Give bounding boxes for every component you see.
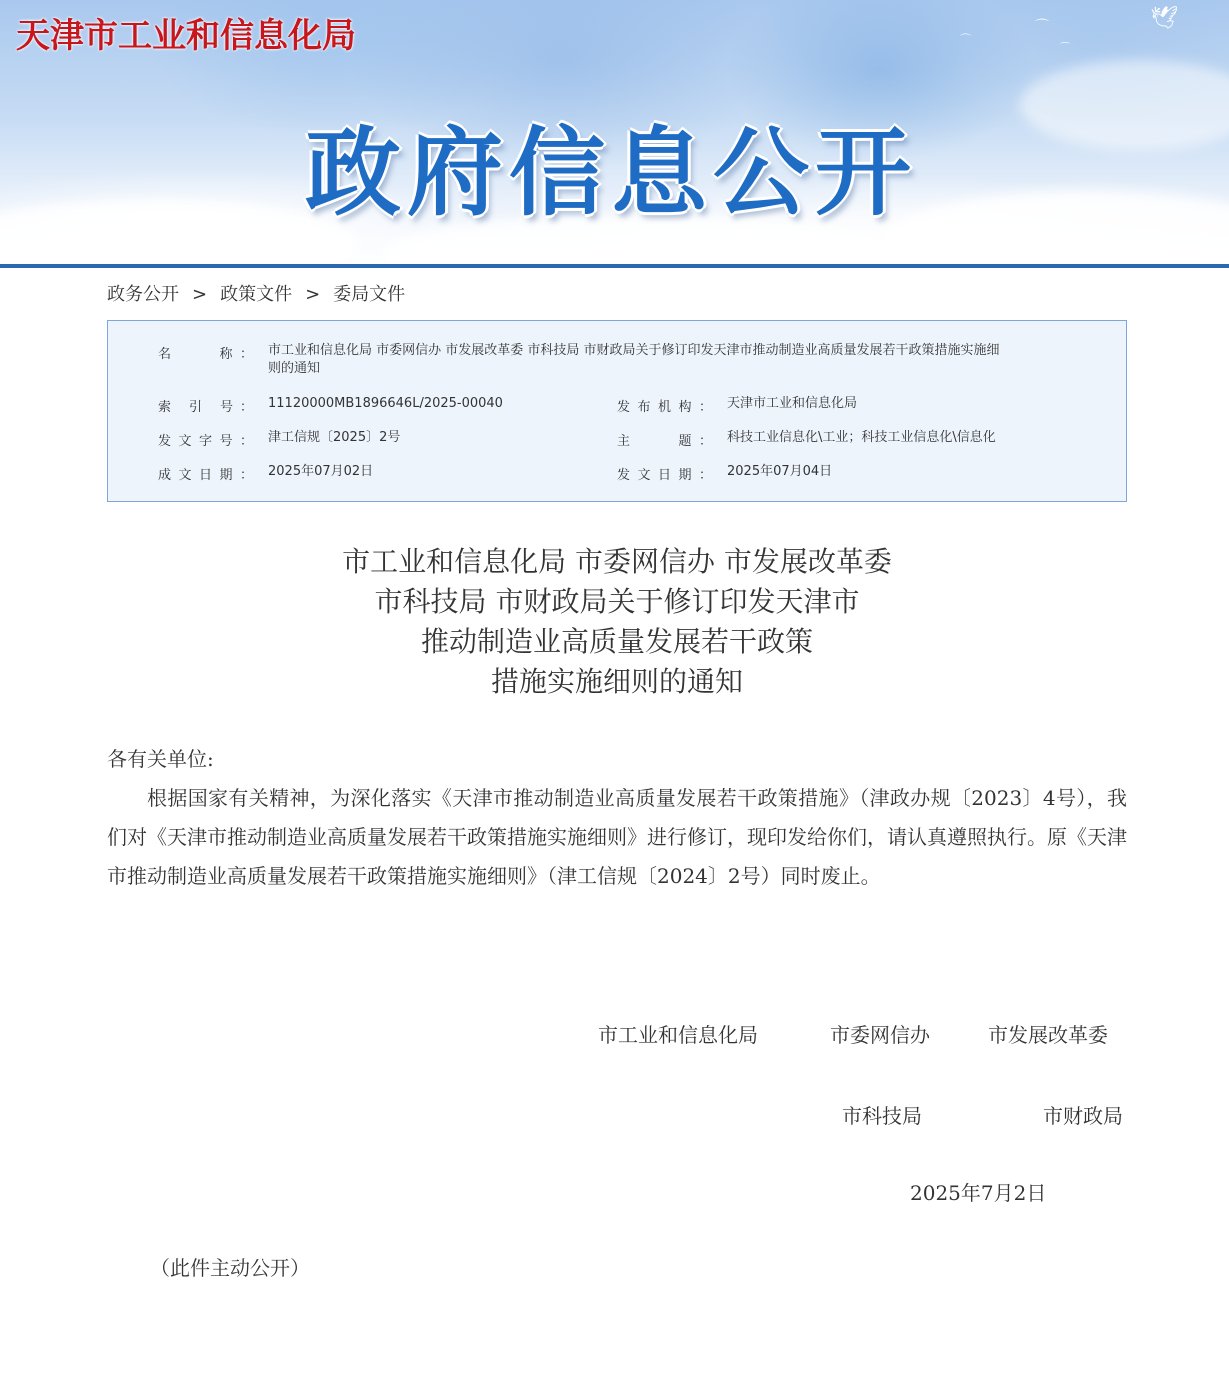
- cloud-decoration: [1020, 60, 1229, 150]
- name-label: 名 称：: [158, 347, 253, 362]
- document-title-line: 市科技局 市财政局关于修订印发天津市: [374, 585, 860, 618]
- breadcrumb-item-gov-affairs[interactable]: 政务公开: [107, 284, 179, 305]
- document-info-box: [107, 320, 1127, 502]
- index-label: 索 引 号：: [158, 400, 253, 415]
- dove-icon: ⌒: [1035, 19, 1049, 35]
- doc-number-value: 津工信规〔2025〕2号: [268, 430, 401, 445]
- signer-industry-bureau: 市工业和信息化局: [598, 1023, 758, 1047]
- header-banner: [0, 0, 1229, 264]
- doc-number-label: 发文字号：: [158, 434, 253, 449]
- name-value-line2: 则的通知: [268, 361, 321, 376]
- signer-cyberspace-office: 市委网信办: [830, 1023, 930, 1047]
- issued-date-label: 发文日期：: [617, 468, 712, 483]
- document-title-line: 措施实施细则的通知: [490, 665, 743, 698]
- publisher-label: 发布机构：: [617, 400, 712, 415]
- disclosure-note: （此件主动公开）: [150, 1256, 310, 1280]
- dove-icon: 🕊: [1150, 6, 1178, 31]
- breadcrumb-separator: >: [192, 284, 208, 305]
- breadcrumb-item-bureau-docs[interactable]: 委局文件: [333, 284, 406, 305]
- signer-development-commission: 市发展改革委: [988, 1023, 1108, 1047]
- header-divider: [0, 264, 1229, 268]
- dove-icon: ⌒: [1060, 43, 1070, 54]
- body-paragraph: 根据国家有关精神，为深化落实《天津市推动制造业高质量发展若干政策措施》（津政办规〔2023〕4号），我们对《天津市推动制造业高质量发展若干政策措施实施细则》进行修订，现印发给你们，请认真遵照执行。原《天津市推动制造业高质量发展若干政策措施实施细则》（津工信规〔2024〕2号）同时废止。: [107, 786, 1127, 888]
- document-title-line: 市工业和信息化局 市委网信办 市发展改革委: [342, 545, 892, 578]
- banner-title: 政府信息公开: [305, 117, 917, 229]
- document-title-line: 推动制造业高质量发展若干政策: [420, 625, 813, 658]
- subject-value: 科技工业信息化\工业；科技工业信息化\信息化: [727, 430, 996, 445]
- breadcrumb: [107, 282, 405, 308]
- index-value: 11120000MB1896646L/2025-00040: [268, 396, 503, 411]
- breadcrumb-item-policy-docs[interactable]: 政策文件: [220, 284, 293, 305]
- created-date-label: 成文日期：: [158, 468, 253, 483]
- breadcrumb-separator: >: [305, 284, 321, 305]
- issued-date-value: 2025年07月04日: [727, 464, 833, 479]
- name-value-line1: 市工业和信息化局 市委网信办 市发展改革委 市科技局 市财政局关于修订印发天津市推动制造业高质量发展若干政策措施实施细: [268, 343, 1000, 358]
- document-date: 2025年7月2日: [910, 1181, 1047, 1205]
- document-title: [107, 542, 1127, 702]
- dove-icon: ⌒: [960, 33, 971, 46]
- signer-finance-bureau: 市财政局: [1043, 1104, 1123, 1128]
- salutation: 各有关单位:: [107, 747, 214, 771]
- org-title[interactable]: 天津市工业和信息化局: [16, 17, 356, 55]
- created-date-value: 2025年07月02日: [268, 464, 374, 479]
- signer-science-bureau: 市科技局: [842, 1104, 922, 1128]
- subject-label: 主 题：: [617, 434, 712, 449]
- publisher-value: 天津市工业和信息化局: [727, 396, 858, 411]
- document-body: [107, 740, 1127, 896]
